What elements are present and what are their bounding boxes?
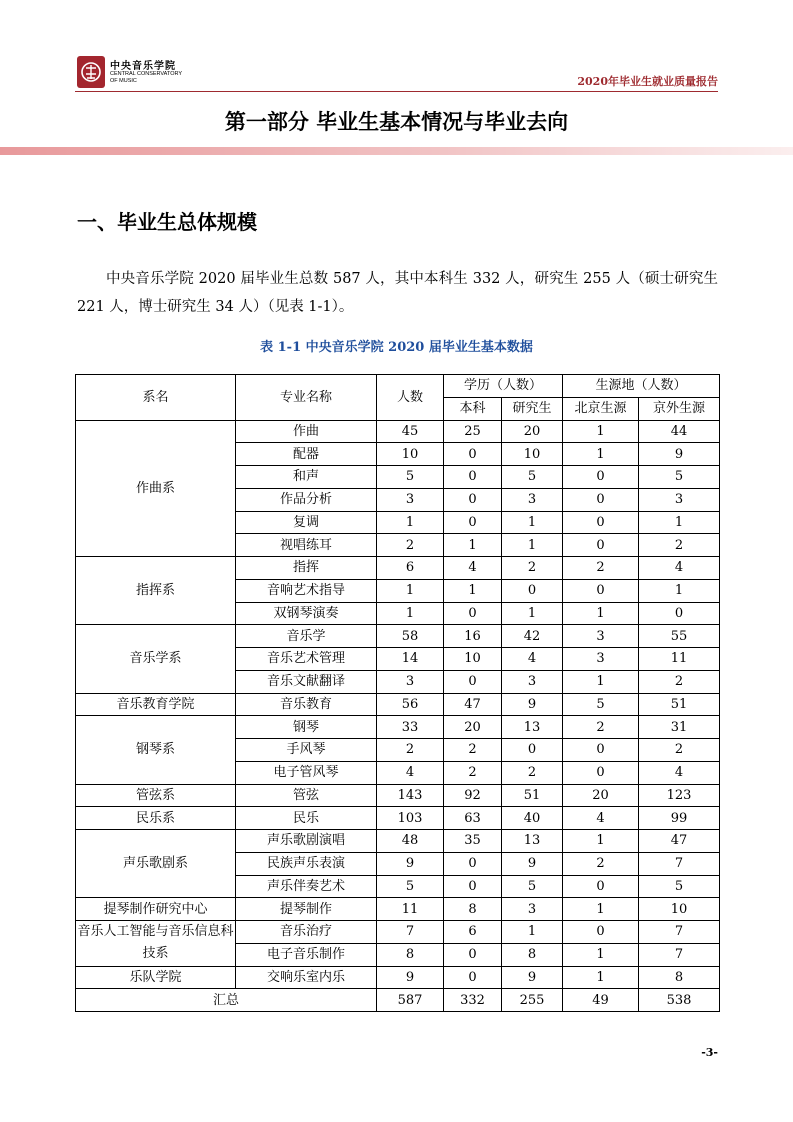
count-cell: 3 xyxy=(377,488,444,511)
grad-cell: 4 xyxy=(502,648,563,671)
header-education: 学历（人数） xyxy=(444,375,563,398)
grad-cell: 1 xyxy=(502,921,563,944)
dept-cell: 作曲系 xyxy=(76,420,236,557)
grad-cell: 13 xyxy=(502,716,563,739)
beijing-cell: 4 xyxy=(563,807,639,830)
count-cell: 1 xyxy=(377,579,444,602)
header-count: 人数 xyxy=(377,375,444,421)
outside-cell: 31 xyxy=(639,716,720,739)
count-cell: 56 xyxy=(377,693,444,716)
undergrad-cell: 16 xyxy=(444,625,502,648)
dept-cell: 钢琴系 xyxy=(76,716,236,784)
dept-cell: 声乐歌剧系 xyxy=(76,830,236,898)
beijing-cell: 0 xyxy=(563,739,639,762)
grad-cell: 9 xyxy=(502,852,563,875)
beijing-cell: 0 xyxy=(563,875,639,898)
undergrad-cell: 10 xyxy=(444,648,502,671)
table-row xyxy=(76,807,720,830)
grad-cell: 40 xyxy=(502,807,563,830)
beijing-cell: 1 xyxy=(563,420,639,443)
dept-cell: 提琴制作研究中心 xyxy=(76,898,236,921)
summary-paragraph: 中央音乐学院 2020 届毕业生总数 587 人，其中本科生 332 人，研究生 255 人（硕士研究生 221 人，博士研究生 34 人）（见表 1-1）。 xyxy=(77,271,718,315)
undergrad-cell: 8 xyxy=(444,898,502,921)
undergrad-cell: 2 xyxy=(444,761,502,784)
count-cell: 9 xyxy=(377,966,444,989)
table-row xyxy=(76,921,720,944)
undergrad-cell: 0 xyxy=(444,943,502,966)
undergrad-cell: 4 xyxy=(444,557,502,580)
count-cell: 1 xyxy=(377,511,444,534)
table-row xyxy=(76,693,720,716)
undergrad-cell: 25 xyxy=(444,420,502,443)
undergrad-cell: 0 xyxy=(444,511,502,534)
dept-cell: 音乐教育学院 xyxy=(76,693,236,716)
count-cell: 4 xyxy=(377,761,444,784)
outside-cell: 5 xyxy=(639,466,720,489)
count-cell: 8 xyxy=(377,943,444,966)
count-cell: 10 xyxy=(377,443,444,466)
grad-cell: 20 xyxy=(502,420,563,443)
undergrad-cell: 0 xyxy=(444,466,502,489)
grad-cell: 9 xyxy=(502,966,563,989)
beijing-cell: 1 xyxy=(563,670,639,693)
count-cell: 103 xyxy=(377,807,444,830)
undergrad-cell: 35 xyxy=(444,830,502,853)
part-title-band xyxy=(0,147,793,155)
grad-cell: 42 xyxy=(502,625,563,648)
header-divider xyxy=(75,91,718,92)
outside-cell: 3 xyxy=(639,488,720,511)
major-cell: 音响艺术指导 xyxy=(236,579,377,602)
major-cell: 音乐教育 xyxy=(236,693,377,716)
outside-cell: 47 xyxy=(639,830,720,853)
count-cell: 5 xyxy=(377,875,444,898)
undergrad-cell: 0 xyxy=(444,443,502,466)
table-row xyxy=(76,966,720,989)
dept-cell: 乐队学院 xyxy=(76,966,236,989)
beijing-cell: 20 xyxy=(563,784,639,807)
outside-cell: 1 xyxy=(639,511,720,534)
outside-cell: 5 xyxy=(639,875,720,898)
outside-cell: 4 xyxy=(639,557,720,580)
undergrad-cell: 0 xyxy=(444,966,502,989)
grad-cell: 10 xyxy=(502,443,563,466)
dept-cell: 音乐学系 xyxy=(76,625,236,693)
outside-cell: 44 xyxy=(639,420,720,443)
beijing-cell: 0 xyxy=(563,921,639,944)
major-cell: 音乐文献翻译 xyxy=(236,670,377,693)
count-cell: 1 xyxy=(377,602,444,625)
undergrad-cell: 63 xyxy=(444,807,502,830)
undergrad-cell: 20 xyxy=(444,716,502,739)
undergrad-cell: 1 xyxy=(444,534,502,557)
beijing-cell: 0 xyxy=(563,761,639,784)
grad-cell: 1 xyxy=(502,602,563,625)
total-label: 汇总 xyxy=(76,989,377,1012)
major-cell: 配器 xyxy=(236,443,377,466)
count-cell: 7 xyxy=(377,921,444,944)
outside-cell: 11 xyxy=(639,648,720,671)
major-cell: 声乐伴奏艺术 xyxy=(236,875,377,898)
outside-cell: 7 xyxy=(639,921,720,944)
beijing-cell: 1 xyxy=(563,830,639,853)
dept-cell: 民乐系 xyxy=(76,807,236,830)
undergrad-cell: 2 xyxy=(444,739,502,762)
count-cell: 14 xyxy=(377,648,444,671)
table-row xyxy=(76,557,720,580)
outside-cell: 2 xyxy=(639,670,720,693)
logo-english-line-2: OF MUSIC xyxy=(110,77,137,84)
table-row xyxy=(76,830,720,853)
beijing-cell: 3 xyxy=(563,648,639,671)
graduate-data-table xyxy=(75,374,720,1012)
undergrad-cell: 47 xyxy=(444,693,502,716)
table-row xyxy=(76,420,720,443)
part-title: 第一部分 毕业生基本情况与毕业去向 xyxy=(224,110,569,134)
grad-cell: 13 xyxy=(502,830,563,853)
major-cell: 视唱练耳 xyxy=(236,534,377,557)
major-cell: 复调 xyxy=(236,511,377,534)
grad-cell: 0 xyxy=(502,739,563,762)
table-header-row xyxy=(76,375,720,398)
outside-cell: 99 xyxy=(639,807,720,830)
grad-cell: 2 xyxy=(502,557,563,580)
grad-cell: 1 xyxy=(502,534,563,557)
header-outside: 京外生源 xyxy=(639,397,720,420)
grad-cell: 3 xyxy=(502,670,563,693)
report-title: 2020年毕业生就业质量报告 xyxy=(577,75,718,88)
header-undergrad: 本科 xyxy=(444,397,502,420)
count-cell: 9 xyxy=(377,852,444,875)
major-cell: 电子管风琴 xyxy=(236,761,377,784)
beijing-cell: 1 xyxy=(563,966,639,989)
count-cell: 3 xyxy=(377,670,444,693)
header-dept: 系名 xyxy=(76,375,236,421)
major-cell: 作品分析 xyxy=(236,488,377,511)
count-cell: 2 xyxy=(377,739,444,762)
grad-cell: 2 xyxy=(502,761,563,784)
header-beijing: 北京生源 xyxy=(563,397,639,420)
table-row xyxy=(76,716,720,739)
total-grad-cell: 255 xyxy=(502,989,563,1012)
grad-cell: 8 xyxy=(502,943,563,966)
beijing-cell: 1 xyxy=(563,443,639,466)
page-number: -3- xyxy=(701,1046,718,1059)
grad-cell: 9 xyxy=(502,693,563,716)
major-cell: 音乐治疗 xyxy=(236,921,377,944)
dept-cell: 指挥系 xyxy=(76,557,236,625)
major-cell: 指挥 xyxy=(236,557,377,580)
beijing-cell: 0 xyxy=(563,488,639,511)
beijing-cell: 2 xyxy=(563,716,639,739)
beijing-cell: 3 xyxy=(563,625,639,648)
count-cell: 2 xyxy=(377,534,444,557)
dept-cell: 音乐人工智能与音乐信息科技系 xyxy=(76,921,236,967)
header-major: 专业名称 xyxy=(236,375,377,421)
page-header xyxy=(0,0,793,100)
beijing-cell: 0 xyxy=(563,534,639,557)
section-title: 一、毕业生总体规模 xyxy=(77,210,257,234)
outside-cell: 7 xyxy=(639,943,720,966)
table-row xyxy=(76,784,720,807)
major-cell: 提琴制作 xyxy=(236,898,377,921)
outside-cell: 55 xyxy=(639,625,720,648)
dept-cell: 管弦系 xyxy=(76,784,236,807)
major-cell: 作曲 xyxy=(236,420,377,443)
beijing-cell: 5 xyxy=(563,693,639,716)
undergrad-cell: 0 xyxy=(444,852,502,875)
major-cell: 钢琴 xyxy=(236,716,377,739)
major-cell: 管弦 xyxy=(236,784,377,807)
outside-cell: 2 xyxy=(639,739,720,762)
count-cell: 11 xyxy=(377,898,444,921)
major-cell: 民族声乐表演 xyxy=(236,852,377,875)
major-cell: 交响乐室内乐 xyxy=(236,966,377,989)
grad-cell: 51 xyxy=(502,784,563,807)
table-caption: 表 1-1 中央音乐学院 2020 届毕业生基本数据 xyxy=(260,340,533,355)
outside-cell: 7 xyxy=(639,852,720,875)
beijing-cell: 0 xyxy=(563,579,639,602)
total-outside-cell: 538 xyxy=(639,989,720,1012)
header-grad: 研究生 xyxy=(502,397,563,420)
total-beijing-cell: 49 xyxy=(563,989,639,1012)
beijing-cell: 0 xyxy=(563,511,639,534)
grad-cell: 1 xyxy=(502,511,563,534)
outside-cell: 8 xyxy=(639,966,720,989)
count-cell: 33 xyxy=(377,716,444,739)
count-cell: 58 xyxy=(377,625,444,648)
outside-cell: 2 xyxy=(639,534,720,557)
header-origin: 生源地（人数） xyxy=(563,375,720,398)
major-cell: 音乐艺术管理 xyxy=(236,648,377,671)
grad-cell: 5 xyxy=(502,875,563,898)
major-cell: 音乐学 xyxy=(236,625,377,648)
major-cell: 双钢琴演奏 xyxy=(236,602,377,625)
grad-cell: 0 xyxy=(502,579,563,602)
beijing-cell: 0 xyxy=(563,466,639,489)
major-cell: 电子音乐制作 xyxy=(236,943,377,966)
outside-cell: 51 xyxy=(639,693,720,716)
count-cell: 143 xyxy=(377,784,444,807)
beijing-cell: 1 xyxy=(563,898,639,921)
undergrad-cell: 92 xyxy=(444,784,502,807)
outside-cell: 10 xyxy=(639,898,720,921)
count-cell: 45 xyxy=(377,420,444,443)
logo-chinese-name: 中央音乐学院 xyxy=(110,61,176,72)
logo-english-name xyxy=(110,71,182,84)
outside-cell: 4 xyxy=(639,761,720,784)
logo-english-line-1: CENTRAL CONSERVATORY xyxy=(110,71,183,77)
school-emblem-icon xyxy=(77,56,105,88)
major-cell: 民乐 xyxy=(236,807,377,830)
undergrad-cell: 0 xyxy=(444,488,502,511)
count-cell: 48 xyxy=(377,830,444,853)
beijing-cell: 2 xyxy=(563,852,639,875)
table-total-row xyxy=(76,989,720,1012)
outside-cell: 9 xyxy=(639,443,720,466)
table-row xyxy=(76,898,720,921)
undergrad-cell: 1 xyxy=(444,579,502,602)
grad-cell: 3 xyxy=(502,488,563,511)
total-count-cell: 587 xyxy=(377,989,444,1012)
count-cell: 6 xyxy=(377,557,444,580)
major-cell: 和声 xyxy=(236,466,377,489)
outside-cell: 123 xyxy=(639,784,720,807)
beijing-cell: 1 xyxy=(563,602,639,625)
beijing-cell: 2 xyxy=(563,557,639,580)
undergrad-cell: 0 xyxy=(444,875,502,898)
undergrad-cell: 6 xyxy=(444,921,502,944)
outside-cell: 0 xyxy=(639,602,720,625)
undergrad-cell: 0 xyxy=(444,670,502,693)
major-cell: 声乐歌剧演唱 xyxy=(236,830,377,853)
beijing-cell: 1 xyxy=(563,943,639,966)
count-cell: 5 xyxy=(377,466,444,489)
outside-cell: 1 xyxy=(639,579,720,602)
grad-cell: 5 xyxy=(502,466,563,489)
grad-cell: 3 xyxy=(502,898,563,921)
major-cell: 手风琴 xyxy=(236,739,377,762)
total-undergrad-cell: 332 xyxy=(444,989,502,1012)
table-row xyxy=(76,625,720,648)
undergrad-cell: 0 xyxy=(444,602,502,625)
